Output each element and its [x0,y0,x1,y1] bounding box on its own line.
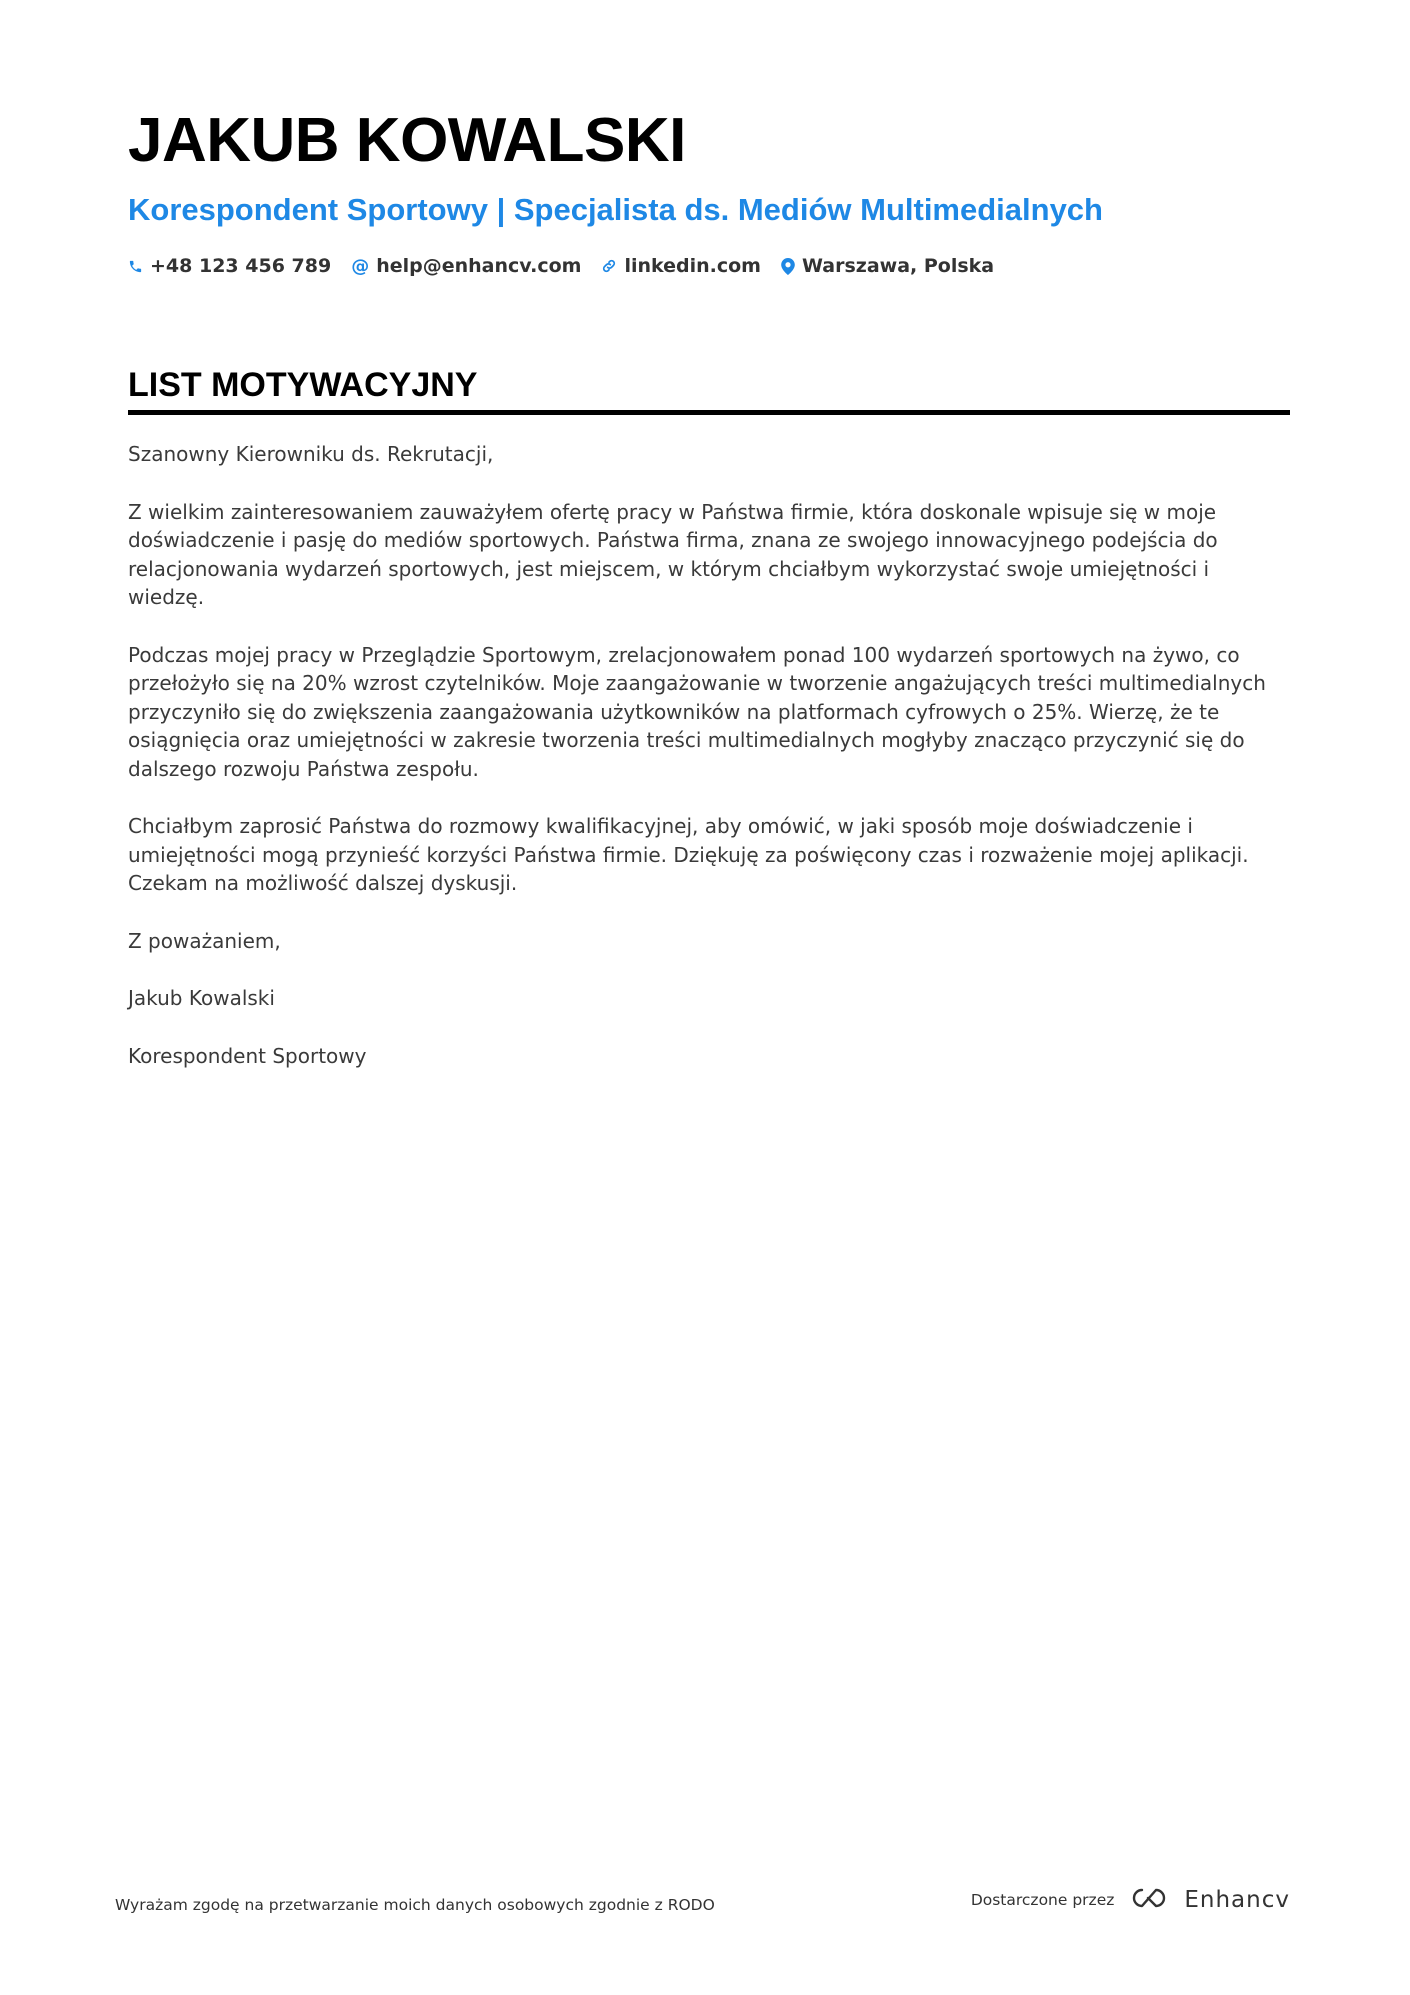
contact-email[interactable] [351,255,581,277]
letter-paragraph: Z wielkim zainteresowaniem zauważyłem ofertę pracy w Państwa firmie, która doskonale wpisuje się w moje doświadczenie i pasję do mediów sportowych. Państwa firma, znana ze swojego innowacyjnego podejścia do relacjonowania wydarzeń sportowych, jest miejscem, w którym chciałbym wykorzystać swoje umiejętności i wiedzę. [128,499,1218,609]
provider-credit[interactable] [971,1885,1290,1915]
location-pin-icon [781,258,795,275]
location-text: Warszawa, Polska [801,255,995,277]
phone-number: +48 123 456 789 [150,255,332,277]
provided-by-label: Dostarczone przez [970,1891,1115,1909]
gdpr-consent: Wyrażam zgodę na przetwarzanie moich danych osobowych zgodnie z RODO [115,1896,715,1914]
signature-name: Jakub Kowalski [128,986,275,1010]
section-divider [128,410,1290,415]
letter-closing: Z poważaniem, [128,928,281,953]
letter-paragraph: Podczas mojej pracy w Przeglądzie Sportowym, zrelacjonowałem ponad 100 wydarzeń sportowych na żywo, co przełożyło się na 20% wzrost czytelników. Moje zaangażowanie w tworzenie angażujących treści multimedialnych przyczyniło się do zwiększenia zaangażowania użytkowników na platformach cyfrowych o 25%. Wierzę, że te osiągnięcia oraz umiejętności w zakresie tworzenia treści multimedialnych mogłyby znacząco przyczynić się do dalszego rozwoju Państwa zespołu. [128,642,1266,781]
candidate-name: JAKUB KOWALSKI [128,106,686,175]
signature-title: Korespondent Sportowy [128,1043,367,1068]
letter-body [128,440,1290,1099]
candidate-headline: Korespondent Sportowy | Specjalista ds. Mediów Multimedialnych [128,192,1103,227]
letter-paragraph: Chciałbym zaprosić Państwa do rozmowy kwalifikacyjnej, aby omówić, w jaki sposób moje doświadczenie i umiejętności mogą przynieść korzyści Państwa firmie. Dziękuję za poświęcony czas i rozważenie mojej aplikacji. Czekam na możliwość dalszej dyskusji. [128,814,1249,895]
contact-phone[interactable] [128,255,331,277]
enhancv-logo-icon [1126,1885,1172,1915]
contact-link[interactable] [601,255,761,277]
email-address: help@enhancv.com [376,255,582,277]
section-title: LIST MOTYWACYJNY [128,366,478,404]
phone-icon [128,259,143,274]
link-icon [601,258,617,274]
contact-bar [128,255,994,277]
link-text: linkedin.com [624,255,761,277]
at-icon: @ [351,255,370,277]
contact-location [781,255,994,277]
letter-greeting: Szanowny Kierowniku ds. Rekrutacji, [128,442,494,466]
brand-name: Enhancv [1184,1887,1290,1913]
